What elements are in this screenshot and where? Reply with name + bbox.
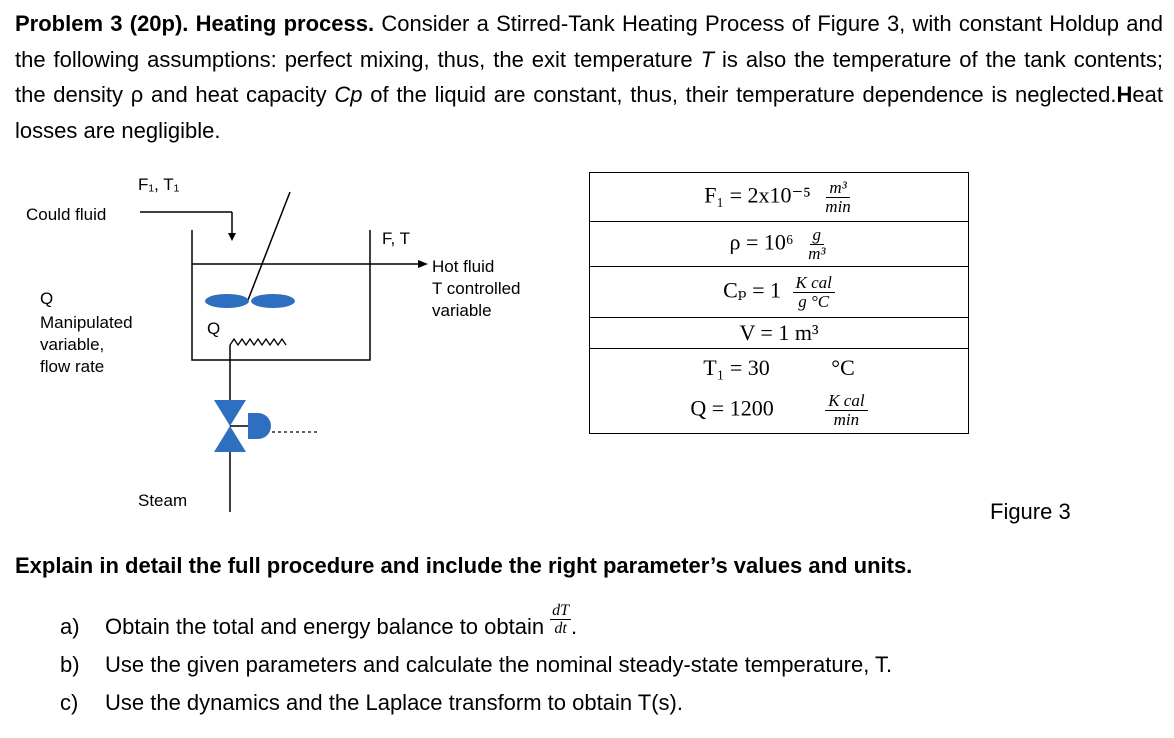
rho-unit [805, 226, 828, 263]
variable-label: variable, [40, 335, 105, 354]
param-row-v [590, 318, 969, 349]
q-label: Q [40, 289, 54, 308]
dt-dt-fraction [550, 602, 571, 640]
problem-end: of the liquid are constant, thus, their temperature dependence is neglected. [370, 82, 1117, 107]
q-value: Q = 1200 [690, 395, 774, 421]
task-a-text: Obtain the total and energy balance to obtain [105, 614, 545, 639]
impeller-blade-left [205, 294, 249, 308]
task-b-text: Use the given parameters and calculate the nominal steady-state temperature, T. [105, 652, 893, 677]
valve-top [214, 400, 246, 426]
dt-den: dt [554, 620, 567, 637]
task-b-letter: b) [60, 652, 80, 677]
cp-unit [793, 274, 835, 311]
q-unit-den: min [833, 409, 860, 429]
heating-process-diagram [0, 160, 590, 530]
inlet-arrow [228, 233, 236, 241]
problem-last: eat losses are negligible. [15, 82, 1163, 143]
outlet-arrow [418, 260, 428, 268]
cp-unit-num: K cal [793, 274, 835, 293]
problem-heading: Problem 3 (20p). [15, 11, 189, 36]
task-a [60, 602, 892, 646]
v-value: V = 1 m³ [739, 320, 819, 345]
param-row-cp [590, 267, 969, 318]
problem-mid: is also the temperature of the tank contents; the density ρ and heat capacity [15, 46, 1163, 107]
f1-value: F₁ = 2x10⁻⁵ [704, 182, 811, 208]
task-a-suffix: . [571, 614, 578, 639]
q-unit-num: K cal [825, 392, 867, 411]
f1-unit [822, 179, 854, 216]
valve-bottom [214, 426, 246, 452]
figure-caption: Figure 3 [990, 499, 1071, 524]
manipulated-label: Manipulated [40, 313, 133, 332]
bold-h: H [1116, 82, 1133, 107]
rho-unit-num: g [810, 226, 825, 245]
hot-fluid-label: Hot fluid [432, 257, 495, 276]
stirrer-shaft [248, 192, 290, 300]
dt-num: dT [552, 602, 570, 619]
cp-value: Cₚ = 1 [723, 277, 782, 303]
rho-value: ρ = 10⁶ [729, 229, 794, 255]
param-row-q [590, 387, 969, 434]
var-Cp: Cp [334, 82, 363, 107]
hot-variable-label: variable [432, 301, 492, 320]
task-c [60, 684, 892, 722]
cp-unit-den: g °C [798, 291, 830, 311]
q-unit [825, 392, 867, 429]
rho-unit-den: m³ [808, 243, 826, 263]
task-a-letter: a) [60, 614, 80, 639]
inlet-label: F₁, T₁ [138, 175, 180, 194]
f1-unit-den: min [825, 196, 851, 216]
problem-topic: Heating process. [195, 11, 375, 36]
coil-q-label: Q [207, 319, 221, 338]
steam-label: Steam [138, 491, 188, 510]
cold-fluid-label: Could fluid [26, 205, 107, 224]
problem-statement [15, 6, 1163, 148]
task-list [60, 602, 893, 722]
problem-intro: Consider a Stirred-Tank Heating Process of Figure 3, with constant Holdup and the following assumptions: perfect mixing, thus, the exit temperature [15, 11, 1163, 72]
instruction: Explain in detail the full procedure and include the right parameter’s values and units. [15, 553, 913, 578]
flow-rate-label: flow rate [40, 357, 105, 376]
task-b [60, 646, 892, 684]
t1-value: T₁ = 30 [703, 355, 770, 380]
outlet-label: F, T [382, 229, 411, 248]
task-c-text: Use the dynamics and the Laplace transform to obtain T(s). [105, 690, 683, 715]
param-row-f1 [590, 173, 969, 222]
heating-coil [230, 339, 286, 345]
impeller-blade-right [251, 294, 295, 308]
f1-unit-num: m³ [826, 179, 849, 198]
t-controlled-label: T controlled [432, 279, 521, 298]
param-row-rho [590, 222, 969, 267]
task-c-letter: c) [60, 690, 79, 715]
t1-unit: °C [831, 355, 855, 380]
parameter-table [589, 172, 969, 434]
valve-actuator [248, 413, 271, 439]
var-T: T [700, 46, 715, 72]
param-row-t1 [590, 349, 969, 388]
